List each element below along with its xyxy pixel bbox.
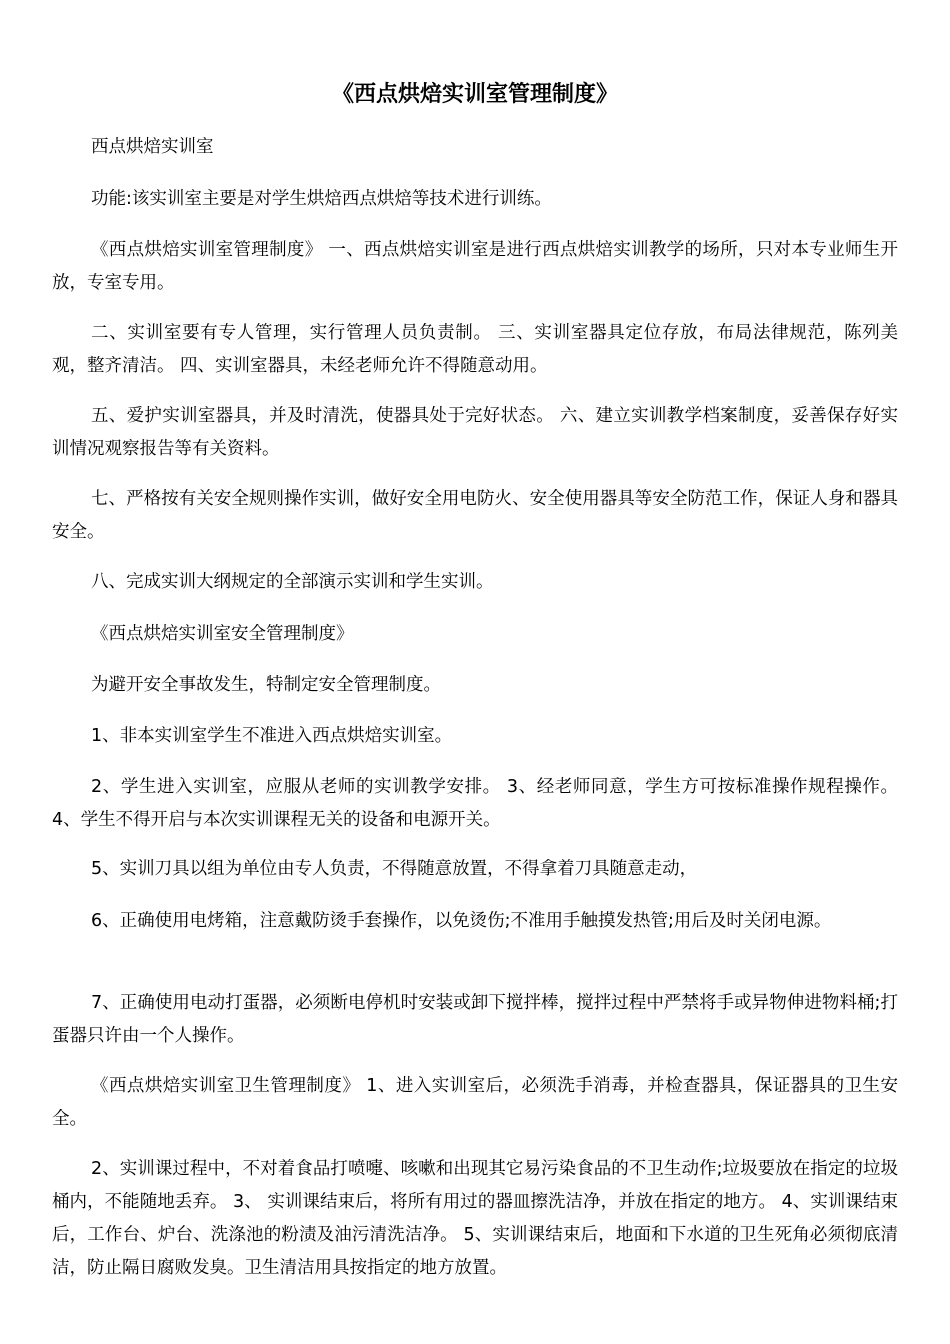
paragraph-safety-heading: 《西点烘焙实训室安全管理制度》 xyxy=(91,624,354,644)
paragraph-rules-5-6: 五、爱护实训室器具，并及时清洗，使器具处于完好状态。 六、建立实训教学档案制度，妥善保存好实训情况观察报告等有关资料。 xyxy=(52,406,898,459)
paragraph-safety-intro: 为避开安全事故发生，特制定安全管理制度。 xyxy=(91,675,441,695)
paragraph-rule-1: 《西点烘焙实训室管理制度》 一、西点烘焙实训室是进行西点烘焙实训教学的场所，只对本专业师生开放，专室专用。 xyxy=(52,240,898,293)
paragraph-rule-8: 八、完成实训大纲规定的全部演示实训和学生实训。 xyxy=(91,572,494,592)
paragraph-rules-2-4: 二、实训室要有专人管理，实行管理人员负责制。 三、实训室器具定位存放，布局法律规范，陈列美观，整齐清洁。 四、实训室器具，未经老师允许不得随意动用。 xyxy=(52,323,898,376)
paragraph-safety-5: 5、实训刀具以组为单位由专人负责，不得随意放置，不得拿着刀具随意走动， xyxy=(91,859,698,879)
paragraph-hygiene-1: 《西点烘焙实训室卫生管理制度》 1、进入实训室后，必须洗手消毒，并检查器具，保证器具的卫生安全。 xyxy=(52,1076,898,1129)
paragraph-function: 功能:该实训室主要是对学生烘焙西点烘焙等技术进行训练。 xyxy=(91,189,552,209)
paragraph-safety-7: 7、正确使用电动打蛋器，必须断电停机时安装或卸下搅拌棒，搅拌过程中严禁将手或异物伸进物料桶;打蛋器只许由一个人操作。 xyxy=(52,993,898,1046)
paragraph-rule-7: 七、严格按有关安全规则操作实训，做好安全用电防火、安全使用器具等安全防范工作，保证人身和器具安全。 xyxy=(52,489,898,542)
paragraph-room-name: 西点烘焙实训室 xyxy=(91,137,214,157)
document-title: 《西点烘焙实训室管理制度》 xyxy=(331,82,618,107)
paragraph-hygiene-2-5: 2、实训课过程中，不对着食品打喷嚏、咳嗽和出现其它易污染食品的不卫生动作;垃圾要放在指定的垃圾桶内，不能随地丢弃。 3、 实训课结束后，将所有用过的器皿擦洗洁净，并放在指定的地方。 4、实训课结束后，工作台、炉台、洗涤池的粉渍及油污清洗洁净。 5、实训课结束后，地面和下水道的卫生死角必须彻底清洁，防止隔日腐败发臭。卫生清洁用具按指定的地方放置。 xyxy=(52,1159,898,1278)
paragraph-safety-6: 6、正确使用电烤箱，注意戴防烫手套操作，以免烫伤;不准用手触摸发热管;用后及时关闭电源。 xyxy=(91,911,832,931)
paragraph-safety-2-4: 2、学生进入实训室，应服从老师的实训教学安排。 3、经老师同意，学生方可按标准操作规程操作。 4、学生不得开启与本次实训课程无关的设备和电源开关。 xyxy=(52,777,898,830)
paragraph-safety-1: 1、非本实训室学生不准进入西点烘焙实训室。 xyxy=(91,726,453,746)
